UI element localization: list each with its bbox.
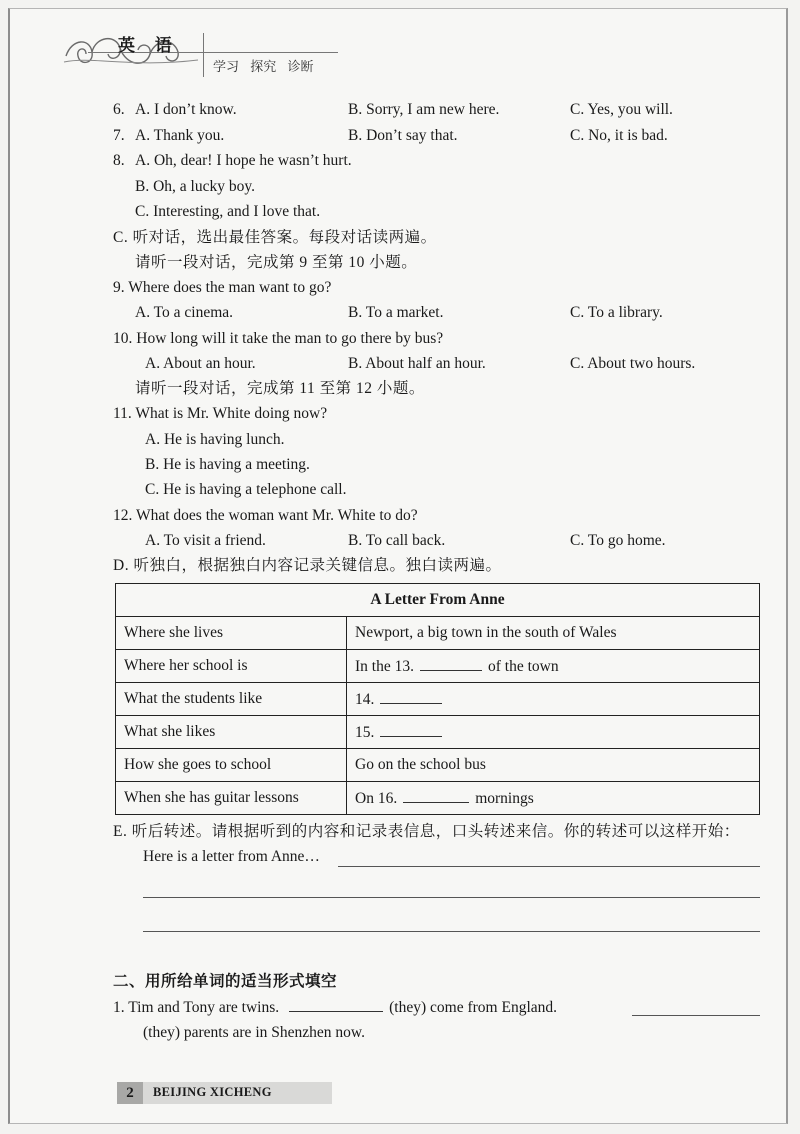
row-value <box>347 683 760 716</box>
q9-option-c: C. To a library. <box>570 304 663 321</box>
row-label: When she has guitar lessons <box>116 782 347 815</box>
q6-option-a: A. I don’t know. <box>135 101 237 118</box>
page-number: 2 <box>117 1082 143 1104</box>
answer-blank-16 <box>403 788 469 803</box>
q12-option-c: C. To go home. <box>570 532 666 549</box>
row-value <box>347 716 760 749</box>
blank-prefix: 14. <box>355 691 375 708</box>
blank-suffix: of the town <box>487 658 559 675</box>
writing-line <box>338 866 760 867</box>
blank-prefix: 15. <box>355 724 375 741</box>
section-c-title: C. 听对话，选出最佳答案。每段对话读两遍。 <box>113 229 437 246</box>
q8-option-b: B. Oh, a lucky boy. <box>135 178 255 195</box>
q9-option-a: A. To a cinema. <box>135 304 234 321</box>
table-header-row <box>116 584 760 617</box>
table-row <box>116 716 760 749</box>
retell-starter: Here is a letter from Anne… <box>143 848 320 865</box>
q10-option-a: A. About an hour. <box>145 355 256 372</box>
row-value <box>347 650 760 683</box>
q7-number: 7. <box>113 127 125 144</box>
blank-prefix: On 16. <box>355 790 398 807</box>
blank-suffix: mornings <box>475 790 534 807</box>
section-e-title: E. 听后转述。请根据听到的内容和记录表信息，口头转述来信。你的转述可以这样开始： <box>113 823 740 840</box>
q10-option-c: C. About two hours. <box>570 355 696 372</box>
q7-option-b: B. Don’t say that. <box>348 127 458 144</box>
publisher-name: BEIJING XICHENG <box>153 1085 272 1099</box>
row-label: Where her school is <box>116 650 347 683</box>
table-row <box>116 683 760 716</box>
q8-number: 8. <box>113 152 125 169</box>
q7-option-c: C. No, it is bad. <box>570 127 668 144</box>
table-title: A Letter From Anne <box>116 584 760 617</box>
table-row <box>116 617 760 650</box>
fill-q1-line1 <box>113 997 557 1017</box>
q11-option-a: A. He is having lunch. <box>145 431 285 448</box>
q12-stem: 12. What does the woman want Mr. White to do? <box>113 507 418 524</box>
writing-line <box>143 931 760 932</box>
q11-stem: 11. What is Mr. White doing now? <box>113 405 328 422</box>
q10-option-b: B. About half an hour. <box>348 355 486 372</box>
q6-number: 6. <box>113 101 125 118</box>
row-value: Go on the school bus <box>347 749 760 782</box>
section-2-title: 二、用所给单词的适当形式填空 <box>113 973 338 990</box>
table-row <box>116 782 760 815</box>
fill-q1-text-1: 1. Tim and Tony are twins. <box>113 999 280 1016</box>
q6-option-c: C. Yes, you will. <box>570 101 673 118</box>
answer-blank-14 <box>380 689 442 704</box>
blank-prefix: In the 13. <box>355 658 414 675</box>
section-d-title: D. 听独白，根据独白内容记录关键信息。独白读两遍。 <box>113 557 502 574</box>
fill-q1-text-2: (they) come from England. <box>389 999 557 1016</box>
row-value: Newport, a big town in the south of Wales <box>347 617 760 650</box>
q6-option-b: B. Sorry, I am new here. <box>348 101 500 118</box>
section-c-note-1: 请听一段对话，完成第 9 至第 10 小题。 <box>135 254 418 271</box>
row-label: What the students like <box>116 683 347 716</box>
row-value <box>347 782 760 815</box>
q9-stem: 9. Where does the man want to go? <box>113 279 332 296</box>
q11-option-b: B. He is having a meeting. <box>145 456 310 473</box>
answer-blank-13 <box>420 656 482 671</box>
q8-option-c: C. Interesting, and I love that. <box>135 203 321 220</box>
q10-stem: 10. How long will it take the man to go there by bus? <box>113 330 444 347</box>
answer-blank-15 <box>380 722 442 737</box>
header-tagline: 学习 探究 诊断 <box>213 59 314 74</box>
table-row <box>116 749 760 782</box>
table-row <box>116 650 760 683</box>
answer-blank-q1-a <box>289 997 383 1012</box>
header-divider <box>203 33 204 77</box>
writing-line <box>143 897 760 898</box>
q11-option-c: C. He is having a telephone call. <box>145 481 347 498</box>
section-c-note-2: 请听一段对话，完成第 11 至第 12 小题。 <box>135 380 425 397</box>
row-label: What she likes <box>116 716 347 749</box>
q8-option-a: A. Oh, dear! I hope he wasn’t hurt. <box>135 152 352 169</box>
fill-q1-line2: (they) parents are in Shenzhen now. <box>143 1024 365 1041</box>
q9-option-b: B. To a market. <box>348 304 444 321</box>
letter-table <box>115 583 760 815</box>
row-label: Where she lives <box>116 617 347 650</box>
q7-option-a: A. Thank you. <box>135 127 225 144</box>
row-label: How she goes to school <box>116 749 347 782</box>
q12-option-b: B. To call back. <box>348 532 446 549</box>
answer-blank-q1-b <box>632 1015 760 1016</box>
subject-title: 英 语 <box>118 36 172 56</box>
q12-option-a: A. To visit a friend. <box>145 532 266 549</box>
